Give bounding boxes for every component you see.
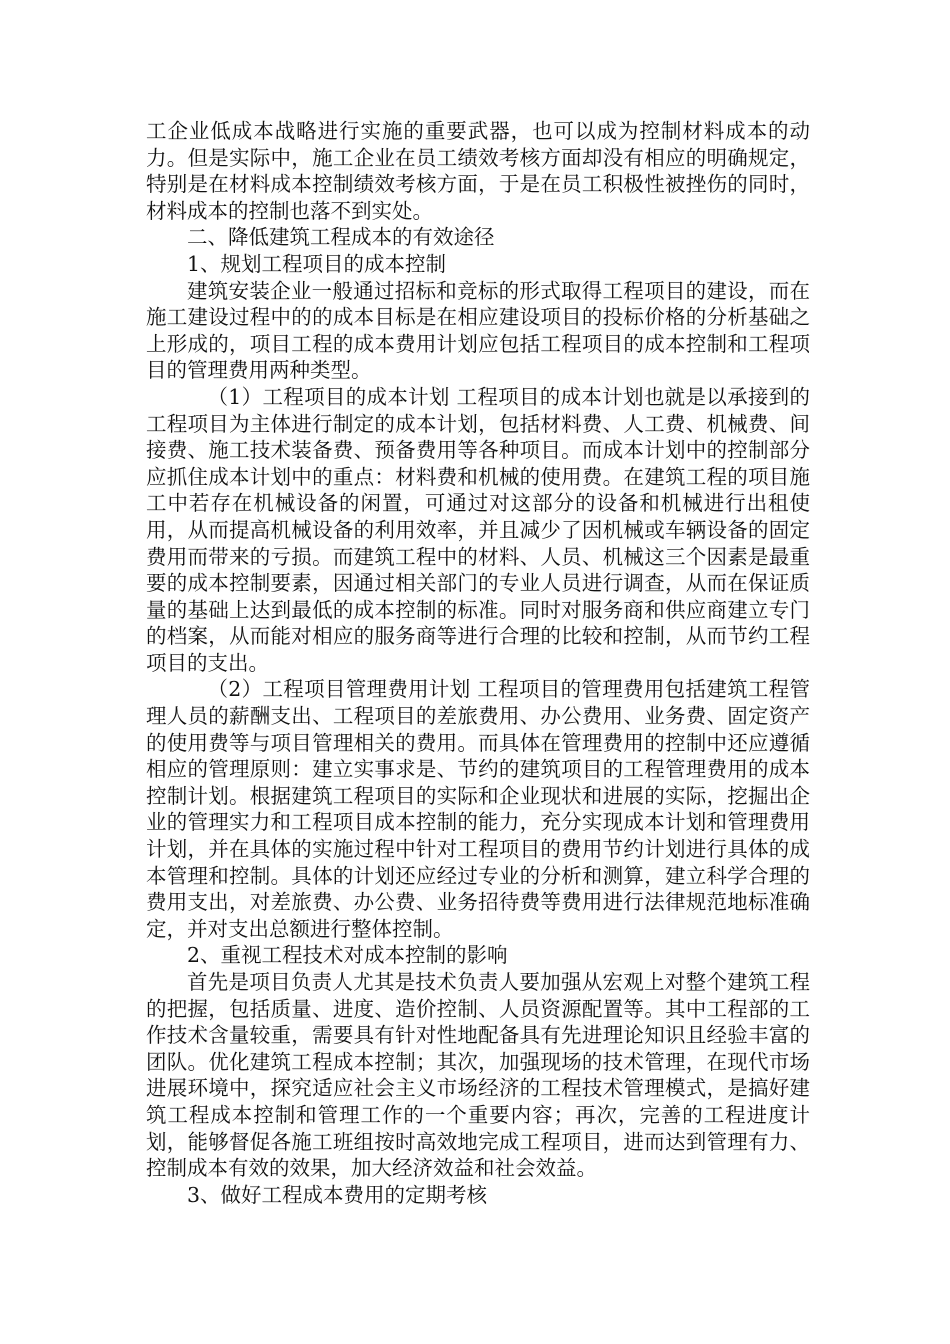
subsection-heading: 2、重视工程技术对成本控制的影响 bbox=[187, 943, 508, 968]
subsection-heading: 1、规划工程项目的成本控制 bbox=[187, 251, 447, 276]
paragraph: （1）工程项目的成本计划 工程项目的成本计划也就是以承接到的工程项目为主体进行制定的成本计划，包括材料费、人工费、机械费、间接费、施工技术装备费、预备费用等各种项目。而成本计划中的控制部分应抓住成本计划中的重点：材料费和机械的使用费。在建筑工程的项目施工中若存在机械设备的闲置，可通过对这部分的设备和机械进行出租使用，从而提高机械设备的利用效率，并且减少了因机械或车辆设备的固定费用而带来的亏损。而建筑工程中的材料、人员、机械这三个因素是最重要的成本控制要素，因通过相关部门的专业人员进行调查，从而在保证质量的基础上达到最低的成本控制的标准。同时对服务商和供应商建立专门的档案，从而能对相应的服务商等进行合理的比较和控制，从而节约工程项目的支出。 bbox=[146, 384, 810, 675]
section-heading: 二、降低建筑工程成本的有效途径 bbox=[187, 225, 495, 250]
paragraph: （2）工程项目管理费用计划 工程项目的管理费用包括建筑工程管理人员的薪酬支出、工程项目的差旅费用、办公费用、业务费、固定资产的使用费等与项目管理相关的费用。而具体在管理费用的控制中还应遵循相应的管理原则：建立实事求是、节约的建筑项目的工程管理费用的成本控制计划。根据建筑工程项目的实际和企业现状和进展的实际，挖掘出企业的管理实力和工程项目成本控制的能力，充分实现成本计划和管理费用计划，并在具体的实施过程中针对工程项目的费用节约计划进行具体的成本管理和控制。具体的计划还应经过专业的分析和测算，建立科学合理的费用支出，对差旅费、办公费、业务招待费等费用进行法律规范地标准确定，并对支出总额进行整体控制。 bbox=[146, 677, 810, 941]
subsection-heading: 3、做好工程成本费用的定期考核 bbox=[187, 1182, 488, 1207]
paragraph: 首先是项目负责人尤其是技术负责人要加强从宏观上对整个建筑工程的把握，包括质量、进度、造价控制、人员资源配置等。其中工程部的工作技术含量较重，需要具有针对性地配备具有先进理论知识且经验丰富的团队。优化建筑工程成本控制；其次，加强现场的技术管理，在现代市场进展环境中，探究适应社会主义市场经济的工程技术管理模式，是搞好建筑工程成本控制和管理工作的一个重要内容；再次，完善的工程进度计划，能够督促各施工班组按时高效地完成工程项目，进而达到管理有力、控制成本有效的效果，加大经济效益和社会效益。 bbox=[146, 970, 810, 1181]
paragraph: 建筑安装企业一般通过招标和竞标的形式取得工程项目的建设，而在施工建设过程中的的成本目标是在相应建设项目的投标价格的分析基础之上形成的，项目工程的成本费用计划应包括工程项目的成本控制和工程项目的管理费用两种类型。 bbox=[146, 278, 810, 383]
paragraph-continuation: 工企业低成本战略进行实施的重要武器，也可以成为控制材料成本的动力。但是实际中，施工企业在员工绩效考核方面却没有相应的明确规定，特别是在材料成本控制绩效考核方面，于是在员工积极性被挫伤的同时，材料成本的控制也落不到实处。 bbox=[146, 119, 810, 223]
document-body bbox=[146, 118, 810, 1208]
